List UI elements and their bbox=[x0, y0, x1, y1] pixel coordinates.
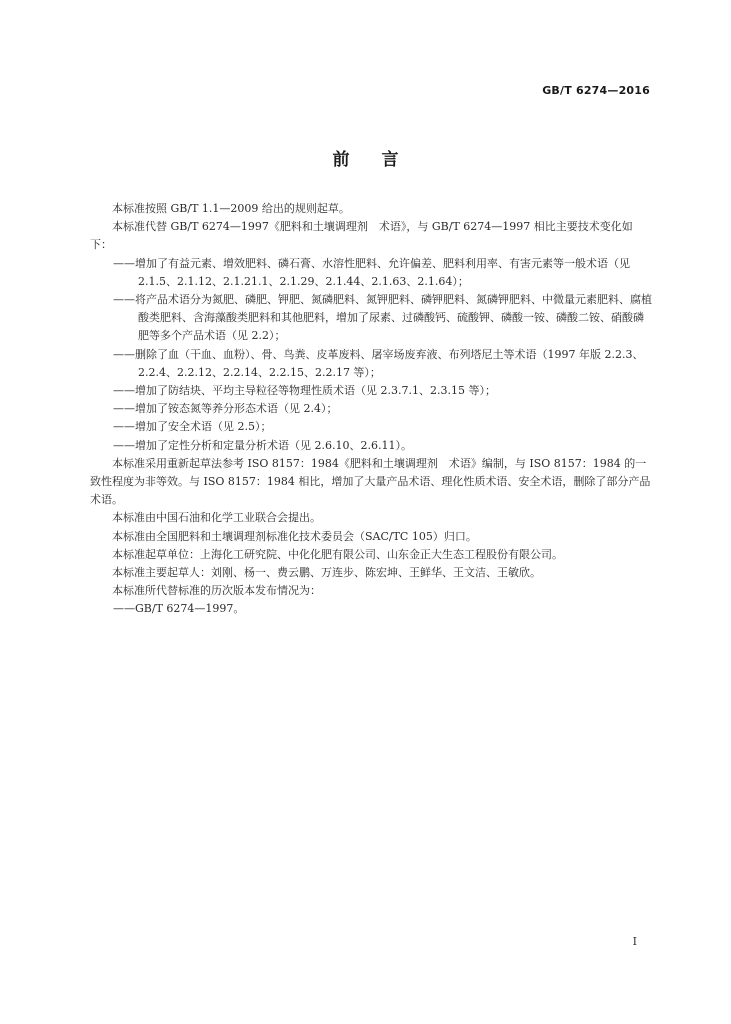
document-body bbox=[90, 200, 652, 619]
paragraph-drafting-units: 本标准起草单位：上海化工研究院、中化化肥有限公司、山东金正大生态工程股份有限公司。 bbox=[112, 547, 563, 561]
paragraph-drafters: 本标准主要起草人：刘刚、杨一、费云鹏、万连步、陈宏坤、王鲜华、王文洁、王敏欣。 bbox=[112, 566, 541, 580]
change-item: ——将产品术语分为氮肥、磷肥、钾肥、氮磷肥料、氮钾肥料、磷钾肥料、氮磷钾肥料、中微量元素肥料、腐植酸类肥料、含海藻酸类肥料和其他肥料，增加了尿素、过磷酸钙、硫酸钾、磷酸一铵、磷酸二铵、硝酸磷肥等多个产品术语（见 2.2）； bbox=[113, 293, 652, 343]
page-title: 前言 bbox=[332, 150, 431, 170]
change-item: ——增加了安全术语（见 2.5）； bbox=[113, 420, 272, 434]
paragraph-drafting-rules: 本标准按照 GB/T 1.1—2009 给出的规则起草。 bbox=[112, 202, 350, 215]
standard-code: GB/T 6274—2016 bbox=[542, 84, 650, 97]
paragraph-proposer: 本标准由中国石油和化学工业联合会提出。 bbox=[112, 511, 321, 525]
paragraph-version-history: 本标准所代替标准的历次版本发布情况为： bbox=[112, 584, 321, 598]
paragraph-iso-reference: 本标准采用重新起草法参考 ISO 8157：1984《肥料和土壤调理剂 术语》编制，与 ISO 8157：1984 的一致性程度为非等效。与 ISO 8157：1984 相比，增加了大量产品术语、理化性质术语、安全术语，删除了部分产品术语。 bbox=[90, 456, 651, 507]
paragraph-replacement: 本标准代替 GB/T 6274—1997《肥料和土壤调理剂 术语》，与 GB/T 6274—1997 相比主要技术变化如下： bbox=[90, 220, 633, 252]
previous-version-item: ——GB/T 6274—1997。 bbox=[113, 602, 245, 616]
paragraph-committee: 本标准由全国肥料和土壤调理剂标准化技术委员会（SAC/TC 105）归口。 bbox=[112, 529, 477, 543]
change-item: ——删除了血（干血、血粉）、骨、鸟粪、皮革废料、屠宰场废弃液、布列塔尼土等术语（1997 年版 2.2.3、2.2.4、2.2.12、2.2.14、2.2.15、2.2.17 等）； bbox=[113, 347, 644, 379]
change-item: ——增加了定性分析和定量分析术语（见 2.6.10、2.6.11）。 bbox=[113, 438, 412, 452]
change-item: ——增加了有益元素、增效肥料、磷石膏、水溶性肥料、允许偏差、肥料利用率、有害元素等一般术语（见 2.1.5、2.1.12、2.1.21.1、2.1.29、2.1.44、2.1.63、2.1.64）； bbox=[113, 256, 630, 288]
change-item: ——增加了防结块、平均主导粒径等物理性质术语（见 2.3.7.1、2.3.15 等）； bbox=[113, 384, 496, 398]
change-item: ——增加了铵态氮等养分形态术语（见 2.4）； bbox=[113, 402, 338, 416]
page-number: I bbox=[632, 935, 637, 948]
